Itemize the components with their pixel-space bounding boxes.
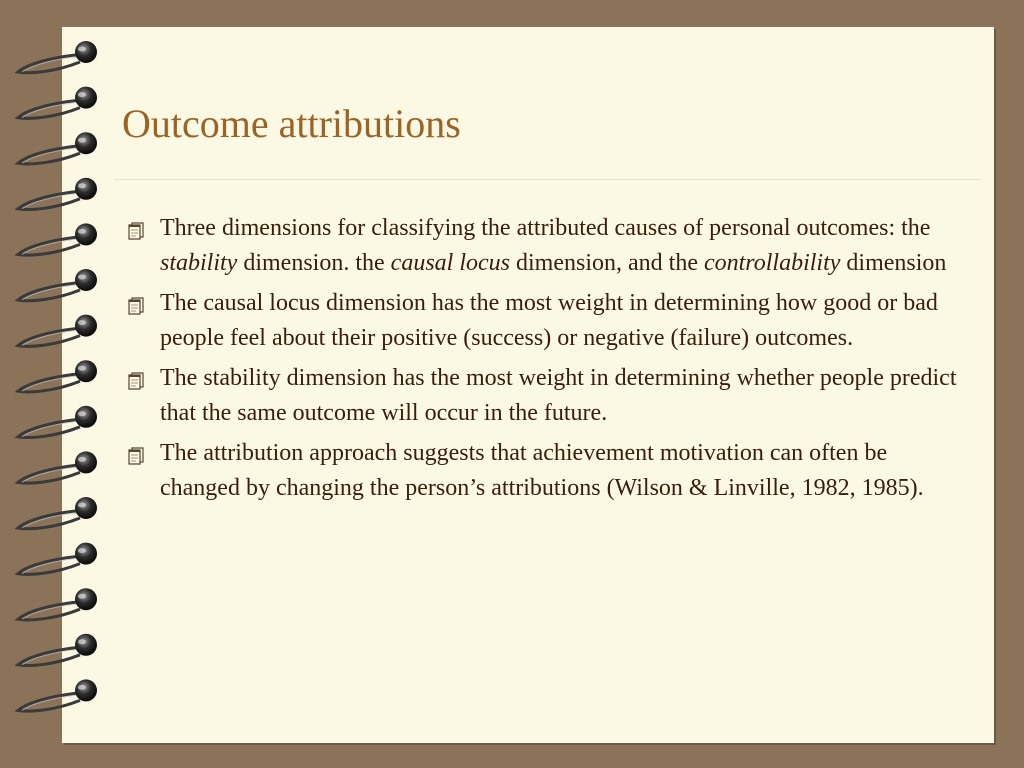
bullet-text-run: dimension. the bbox=[237, 249, 391, 276]
notebook-page-icon bbox=[124, 295, 146, 317]
bullet-item bbox=[122, 436, 972, 505]
bullet-item bbox=[122, 286, 972, 355]
bullet-list bbox=[122, 211, 972, 511]
bullet-text-run: dimension bbox=[840, 249, 947, 276]
bullet-emphasis: stability bbox=[160, 249, 238, 276]
bullet-item bbox=[122, 361, 972, 430]
bullet-text-run: The stability dimension has the most weight in determining whether people predict that the same outcome will occur in the future. bbox=[160, 365, 957, 426]
bullet-item bbox=[122, 211, 972, 280]
bullet-text bbox=[160, 290, 938, 351]
bullet-text-run: dimension, and the bbox=[510, 249, 704, 276]
bullet-text-run: The causal locus dimension has the most weight in determining how good or bad people feel about their positive (success) or negative (failure) outcomes. bbox=[160, 290, 938, 351]
slide-title: Outcome attributions bbox=[122, 101, 461, 146]
bullet-text bbox=[160, 365, 957, 426]
bullet-emphasis: causal locus bbox=[390, 249, 510, 276]
notebook-page-icon bbox=[124, 220, 146, 242]
bullet-text bbox=[160, 440, 924, 501]
bullet-text-run: The attribution approach suggests that achievement motivation can often be changed by changing the person’s attributions (Wilson & Linville, 1982, 1985). bbox=[160, 440, 924, 501]
bullet-text-run: Three dimensions for classifying the attributed causes of personal outcomes: the bbox=[160, 215, 931, 241]
bullet-emphasis: controllability bbox=[703, 249, 841, 276]
bullet-text bbox=[160, 215, 946, 276]
title-divider bbox=[114, 179, 980, 180]
notebook-page-icon bbox=[124, 370, 146, 392]
notebook-page-icon bbox=[124, 445, 146, 467]
